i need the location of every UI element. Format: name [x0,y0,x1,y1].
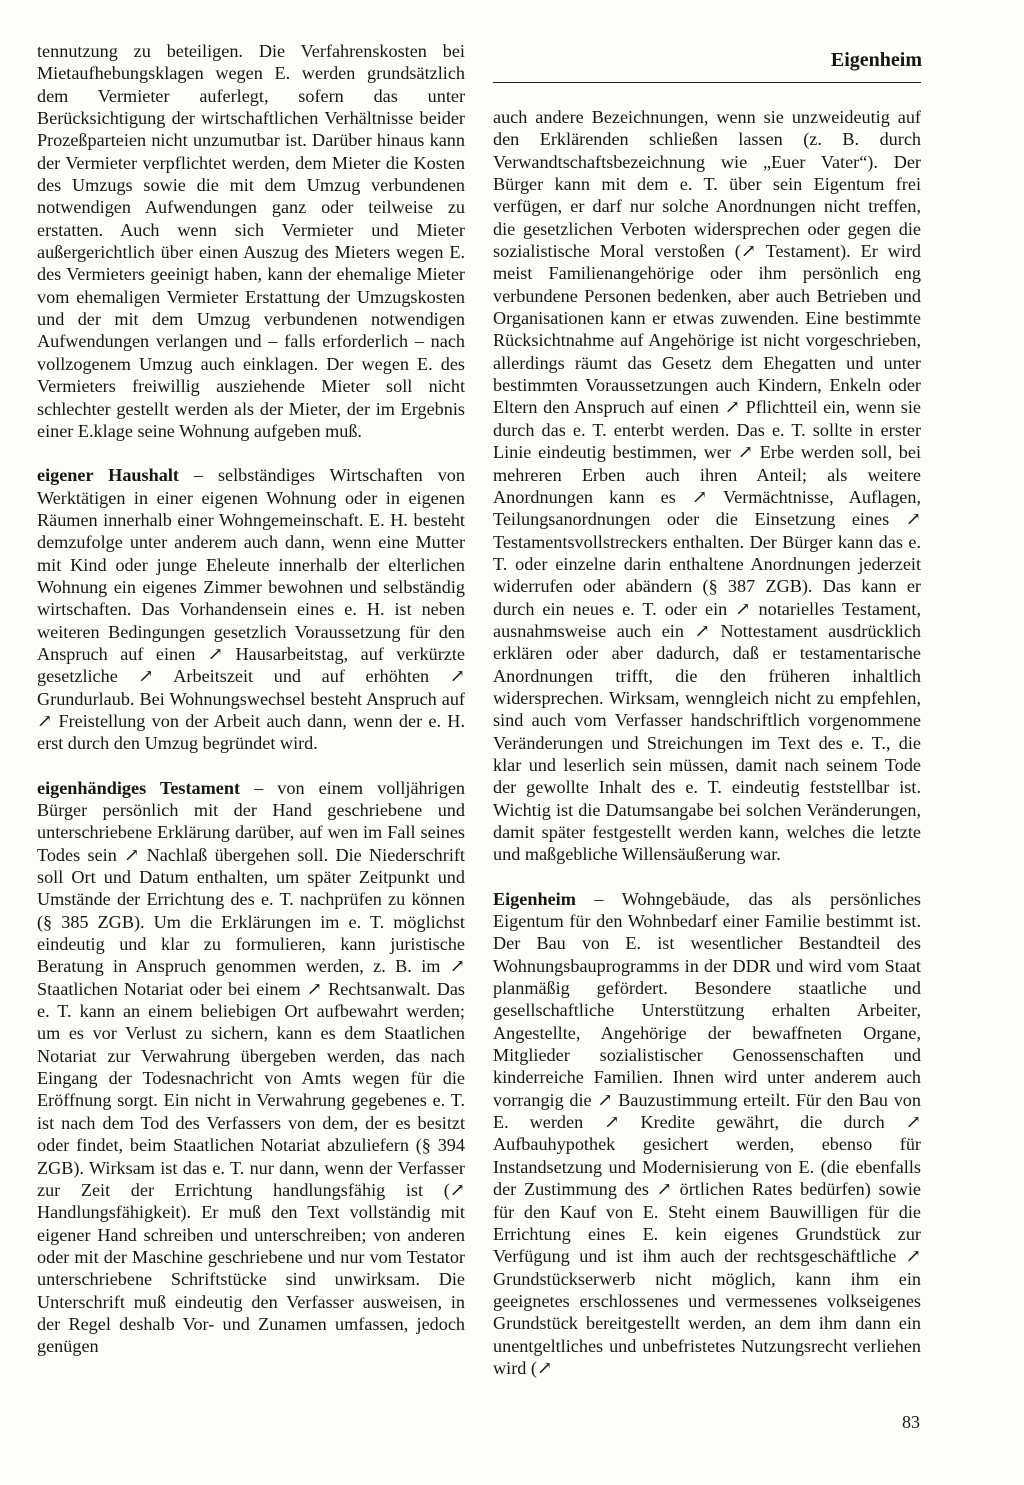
entry-term: Eigenheim [493,888,576,909]
page-number: 83 [902,1412,920,1432]
continuation-paragraph: auch andere Bezeichnungen, wenn sie unzweideutig auf den Erklärenden schließen lassen (z. B. durch Verwandtschaftsbezeichnung wie „Euer Vater“). Der Bürger kann mit dem e. T. über sein Eigentum frei verfügen, er darf nur solche Anordnungen nicht treffen, die gesetzlichen Verboten widersprechen oder gegen die sozialistische Moral verstoßen (↗ Testament). Er wird meist Familienangehörige oder ihm persönlich eng verbundene Personen bedenken, aber auch Betrieben und Organisationen kann er etwas zuwenden. Eine bestimmte Rücksichtnahme auf Angehörige ist nicht vorgeschrieben, allerdings räumt das Gesetz dem Ehegatten und unter bestimmten Voraussetzungen auch Kindern, Enkeln oder Eltern den Anspruch auf einen ↗ Pflichtteil ein, wenn sie durch das e. T. enterbt werden. Das e. T. sollte in erster Linie eindeutig bestimmen, wer ↗ Erbe werden soll, bei mehreren Erben auch ihren Anteil; als weitere Anordnungen kann es ↗ Vermächtnisse, Auflagen, Teilungsanordnungen oder die Einsetzung eines ↗ Testamentsvollstreckers enthalten. Der Bürger kann das e. T. oder einzelne darin enthaltene Anordnungen jederzeit widerrufen oder abändern (§ 387 ZGB). Das kann er durch ein neues e. T. oder ein ↗ notarielles Testament, ausnahmsweise auch ein ↗ Nottestament ausdrücklich erklären oder aber dadurch, daß er testamentarische Anordnungen trifft, die den früheren inhaltlich widersprechen. Wirksam, wenngleich nicht zu empfehlen, sind auch vom Verfasser handschriftlich vorgenommene Veränderungen und Streichungen im Text des e. T., die klar und leserlich sein müssen, damit nach seinem Tode der gewollte Inhalt des e. T. eindeutig feststellbar ist. Wichtig ist die Datumsangabe bei solchen Veränderungen, damit später festgestellt werden kann, welches die letzte und maßgebliche Willensäußerung war. [493,107,921,865]
entry-text: – selbständiges Wirtschaften von Werktätigen in einer eigenen Wohnung oder in eigenen Räumen innerhalb einer Wohngemeinschaft. E. H. besteht demzufolge unter anderem auch dann, wenn eine Mutter mit Kind oder junge Eheleute innerhalb der elterlichen Wohnung ein eigenes Zimmer bewohnen und selbständig wirtschaften. Das Vorhandensein eines e. H. ist neben weiteren Bedingungen gesetzlich Voraussetzung für den Anspruch auf einen ↗ Hausarbeitstag, auf verkürzte gesetzliche ↗ Arbeitszeit und auf erhöhten ↗ Grundurlaub. Bei Wohnungswechsel besteht Anspruch auf ↗ Freistellung von der Arbeit auch dann, wenn der e. H. erst durch den Umzug begründet wird. [37,465,465,754]
entry-eigenheim [493,888,921,1380]
running-head-title: Eigenheim [830,49,922,71]
right-column [493,106,921,1379]
entry-text: – von einem volljährigen Bürger persönlich mit der Hand geschriebene und unterschriebene Erklärung darüber, auf wen im Fall seines Todes sein ↗ Nachlaß übergehen soll. Die Niederschrift soll Ort und Datum enthalten, um später Zeitpunkt und Umstände der Errichtung des e. T. nachprüfen zu können (§ 385 ZGB). Um die Erklärungen im e. T. möglichst eindeutig und klar zu formulieren, kann juristische Beratung in Anspruch genommen werden, z. B. im ↗ Staatlichen Notariat oder bei einem ↗ Rechtsanwalt. Das e. T. kann an einem beliebigen Ort aufbewahrt werden; um es vor Verlust zu sichern, kann es dem Staatlichen Notariat zur Verwahrung übergeben werden, das nach Eingang der Todesnachricht von Amts wegen für die Eröffnung sorgt. Ein nicht in Verwahrung gegebenes e. T. ist nach dem Tod des Verfassers von dem, der es besitzt oder findet, beim Staatlichen Notariat abzuliefern (§ 394 ZGB). Wirksam ist das e. T. nur dann, wenn der Verfasser zur Zeit der Errichtung handlungsfähig ist (↗ Handlungsfähigkeit). Er muß den Text vollständig mit eigener Hand schreiben und unterschreiben; von anderen oder mit der Maschine geschriebene und nur vom Testator unterschriebene Schriftstücke sind unwirksam. Die Unterschrift muß eindeutig den Verfasser ausweisen, in der Regel deshalb Vor- und Zunamen umfassen, jedoch genügen [37,777,465,1357]
entry-text: – Wohngebäude, das als persönliches Eigentum für den Wohnbedarf einer Familie bestimmt ist. Der Bau von E. ist wesentlicher Bestandteil des Wohnungsbauprogramms in der DDR und wird vom Staat planmäßig gefördert. Besondere staatliche und gesellschaftliche Unterstützung erhalten Arbeiter, Angestellte, Angehörige der bewaffneten Organe, Mitglieder sozialistischer Genossenschaften und kinderreiche Familien. Ihnen wird unter anderem auch vorrangig die ↗ Bauzustimmung erteilt. Für den Bau von E. werden ↗ Kredite gewährt, die durch ↗ Aufbauhypothek gesichert werden, ebenso für Instandsetzung und Modernisierung von E. (die ebenfalls der Zustimmung des ↗ örtlichen Rates bedürfen) sowie für den Kauf von E. Steht einem Bauwilligen für die Errichtung eines E. kein eigenes Grundstück zur Verfügung und ist ihm auch der rechtsgeschäftliche ↗ Grundstückserwerb nicht möglich, kann ihm ein geeignetes erschlossenes und vermessenes volkseigenes Grundstück bereitgestellt werden, an dem ihm dann ein unentgeltliches und unbefristetes Nutzungsrecht verliehen wird (↗ [493,888,921,1378]
entry-eigener-haushalt [37,464,465,754]
entry-term: eigenhändiges Testament [37,777,241,798]
entry-eigenhaendiges-testament [37,777,465,1358]
continuation-paragraph: tennutzung zu beteiligen. Die Verfahrenskosten bei Mietaufhebungsklagen wegen E. werden grundsätzlich dem Vermieter auferlegt, sofern das unter Berücksichtigung der wirtschaftlichen Verhältnisse beider Prozeßparteien nicht unzumutbar ist. Darüber hinaus kann der Vermieter verpflichtet werden, dem Mieter die Kosten des Umzugs sowie die mit dem Umzug verbundenen notwendigen Aufwendungen ganz oder teilweise zu erstatten. Auch wenn sich Vermieter und Mieter außergerichtlich über einen Auszug des Mieters wegen E. des Vermieters geeinigt haben, kann der ehemalige Mieter vom ehemaligen Vermieter Erstattung der Umzugskosten und der mit dem Umzug verbundenen notwendigen Aufwendungen verlangen und – falls erforderlich – nach vollzogenem Umzug auch einklagen. Der wegen E. des Vermieters freiwillig ausziehende Mieter soll nicht schlechter gestellt werden als der Mieter, der im Ergebnis einer E.klage seine Wohnung aufgeben muß. [37,41,465,441]
left-column [37,40,465,1358]
header-rule [493,82,921,83]
entry-term: eigener Haushalt [37,465,179,486]
